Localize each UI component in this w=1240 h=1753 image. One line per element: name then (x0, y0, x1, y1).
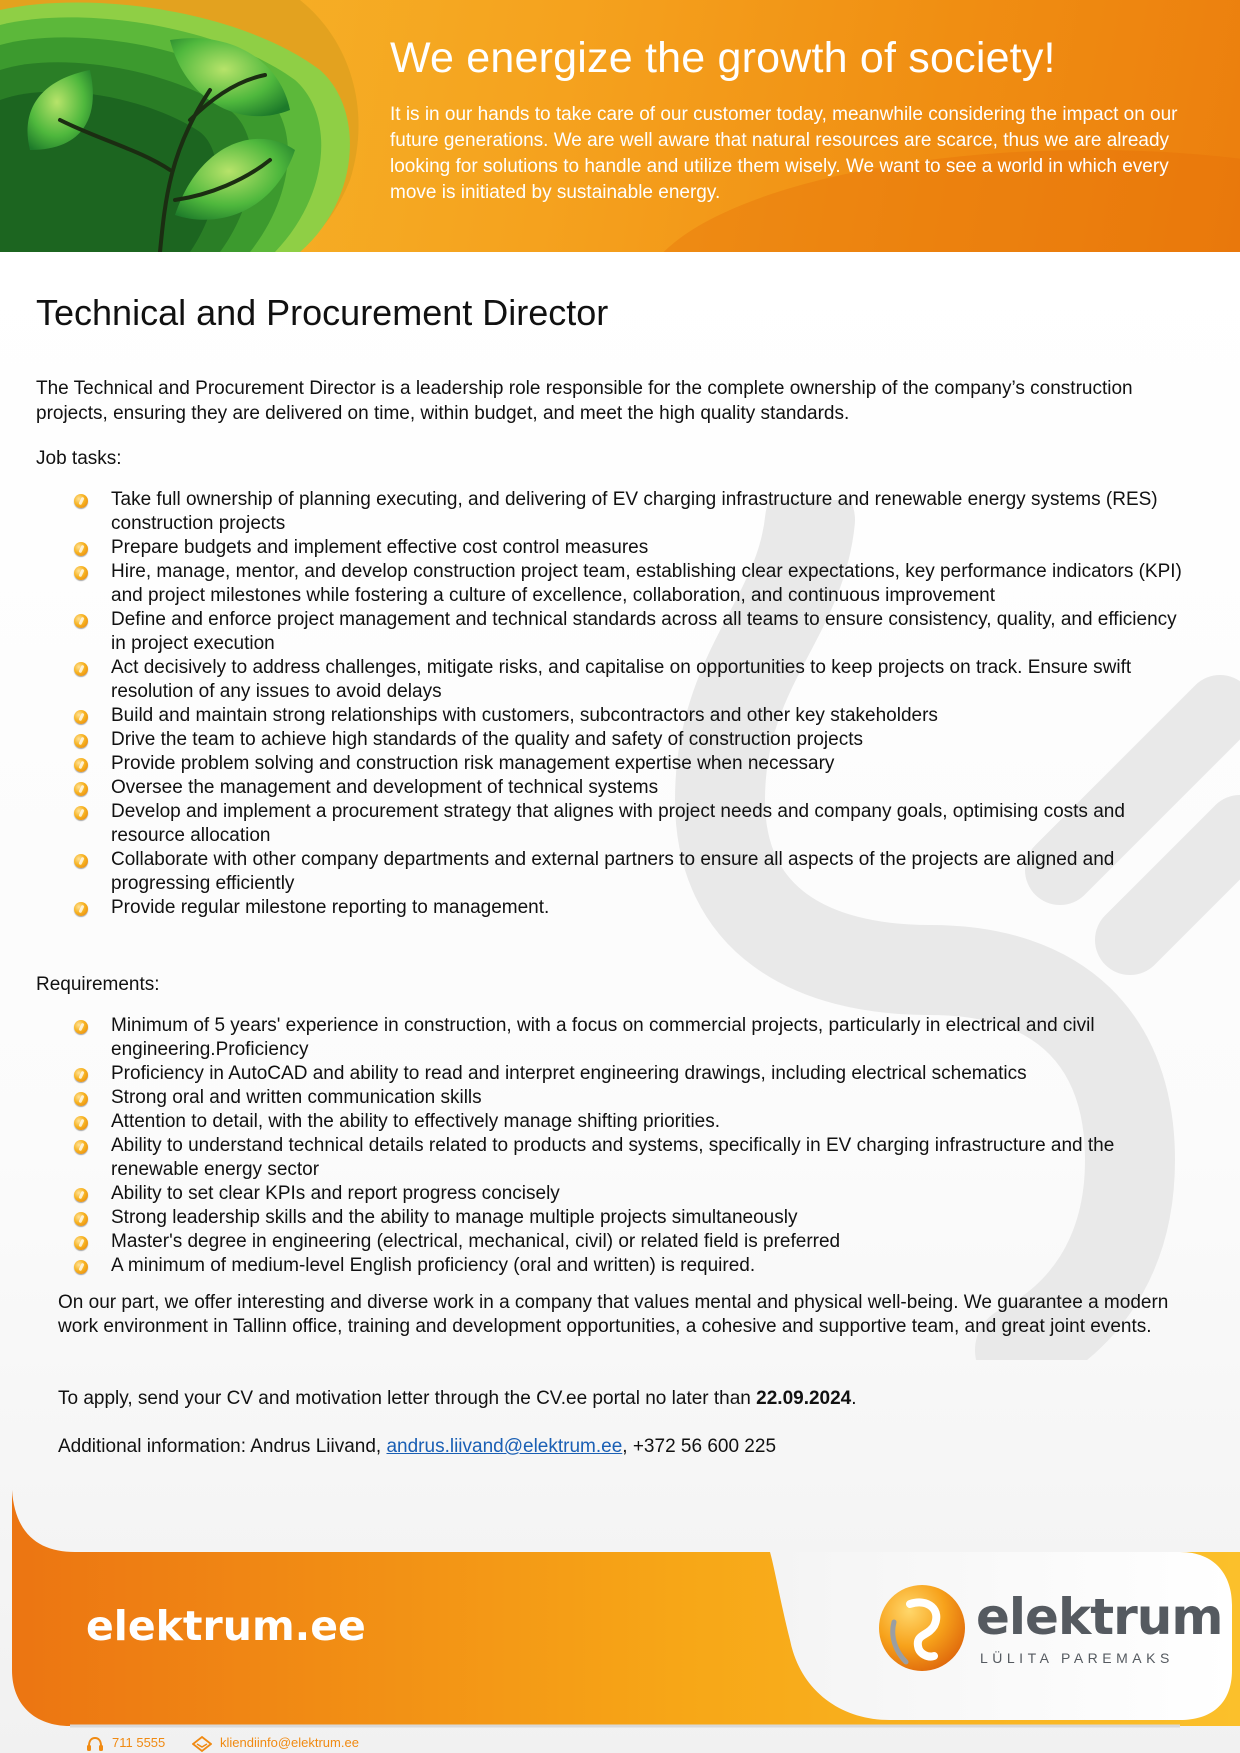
bullet-icon (74, 854, 88, 868)
tasks-list (36, 488, 1196, 920)
footer-email: kliendiinfo@elektrum.ee (192, 1735, 359, 1752)
bullet-icon (74, 1092, 88, 1106)
job-title: Technical and Procurement Director (36, 292, 609, 333)
apply-deadline: 22.09.2024 (756, 1388, 852, 1409)
list-item: Hire, manage, mentor, and develop construction project team, establishing clear expectations, key performance indicators (KPI) and project milestones while fostering a culture of excellence, collaboration, and continuous improvement (36, 560, 1196, 608)
bullet-icon (74, 566, 88, 580)
header-banner (0, 0, 1240, 252)
bullet-icon (74, 1116, 88, 1130)
list-item: Provide problem solving and construction risk management expertise when necessary (36, 752, 1196, 776)
leaf-icon (0, 0, 372, 252)
bullet-icon (74, 1236, 88, 1250)
headset-icon (86, 1736, 104, 1752)
bullet-icon (74, 902, 88, 916)
bullet-icon (74, 758, 88, 772)
bullet-icon (74, 710, 88, 724)
list-item: Oversee the management and development of technical systems (36, 776, 1196, 800)
bullet-icon (74, 782, 88, 796)
list-item: Ability to understand technical details related to products and systems, specifically in EV charging infrastructure and the renewable energy sector (36, 1134, 1196, 1182)
footer-phone: 711 5555 (86, 1735, 165, 1752)
bullet-icon (74, 1068, 88, 1082)
logo-wordmark: elektrum (976, 1588, 1223, 1646)
bullet-icon (74, 734, 88, 748)
bullet-icon (74, 1188, 88, 1202)
list-item: Act decisively to address challenges, mitigate risks, and capitalise on opportunities to keep projects on track. Ensure swift resolution of any issues to avoid delays (36, 656, 1196, 704)
list-item: Ability to set clear KPIs and report progress concisely (36, 1182, 1196, 1206)
list-item: Proficiency in AutoCAD and ability to read and interpret engineering drawings, including electrical schematics (36, 1062, 1196, 1086)
offer-paragraph: On our part, we offer interesting and diverse work in a company that values mental and physical well-being. We guarantee a modern work environment in Tallinn office, training and development opportunities, a cohesive and supportive team, and great joint events. (58, 1292, 1169, 1337)
list-item: Strong leadership skills and the ability to manage multiple projects simultaneously (36, 1206, 1196, 1230)
list-item: Develop and implement a procurement strategy that alignes with project needs and company goals, optimising costs and resource allocation (36, 800, 1196, 848)
contact-paragraph: Additional information: Andrus Liivand, andrus.liivand@elektrum.ee, +372 56 600 225 (58, 1436, 777, 1457)
job-intro: The Technical and Procurement Director is a leadership role responsible for the complete ownership of the company’s construction projects, ensuring they are delivered on time, within budget, and meet the high quality standards. (36, 378, 1133, 424)
bullet-icon (74, 1020, 88, 1034)
bullet-icon (74, 1260, 88, 1274)
banner-title: We energize the growth of society! (390, 34, 1056, 82)
requirements-label: Requirements: (36, 974, 160, 995)
bullet-icon (74, 1140, 88, 1154)
list-item: Strong oral and written communication skills (36, 1086, 1196, 1110)
list-item: Drive the team to achieve high standards of the quality and safety of construction projects (36, 728, 1196, 752)
list-item: Attention to detail, with the ability to effectively manage shifting priorities. (36, 1110, 1196, 1134)
list-item: Master's degree in engineering (electrical, mechanical, civil) or related field is preferred (36, 1230, 1196, 1254)
list-item: Build and maintain strong relationships with customers, subcontractors and other key stakeholders (36, 704, 1196, 728)
bullet-icon (74, 806, 88, 820)
banner-text: It is in our hands to take care of our customer today, meanwhile considering the impact on our future generations. We are well aware that natural resources are scarce, thus we are already looking for solutions to handle and utilize them wisely. We want to see a world in which every move is initiated by sustainable energy. (390, 104, 1178, 203)
bullet-icon (74, 494, 88, 508)
list-item: Collaborate with other company departments and external partners to ensure all aspects of the projects are aligned and progressing efficiently (36, 848, 1196, 896)
bullet-icon (74, 662, 88, 676)
requirements-list (36, 1014, 1196, 1278)
apply-paragraph: To apply, send your CV and motivation letter through the CV.ee portal no later than 22.09.2024. (58, 1388, 857, 1409)
footer-website: elektrum.ee (86, 1602, 366, 1650)
logo-tagline: LÜLITA PAREMAKS (980, 1650, 1174, 1666)
list-item: Minimum of 5 years' experience in construction, with a focus on commercial projects, particularly in electrical and civil engineering.Proficiency (36, 1014, 1196, 1062)
bullet-icon (74, 1212, 88, 1226)
tasks-label: Job tasks: (36, 448, 122, 469)
bullet-icon (74, 542, 88, 556)
bullet-icon (74, 614, 88, 628)
list-item: Provide regular milestone reporting to management. (36, 896, 1196, 920)
list-item: Prepare budgets and implement effective cost control measures (36, 536, 1196, 560)
envelope-icon (192, 1736, 212, 1752)
elektrum-logo-icon (876, 1582, 968, 1674)
list-item: Define and enforce project management and technical standards across all teams to ensure consistency, quality, and efficiency in project execution (36, 608, 1196, 656)
list-item: A minimum of medium-level English proficiency (oral and written) is required. (36, 1254, 1196, 1278)
list-item: Take full ownership of planning executing, and delivering of EV charging infrastructure and renewable energy systems (RES) construction projects (36, 488, 1196, 536)
contact-email-link[interactable]: andrus.liivand@elektrum.ee (386, 1436, 623, 1457)
